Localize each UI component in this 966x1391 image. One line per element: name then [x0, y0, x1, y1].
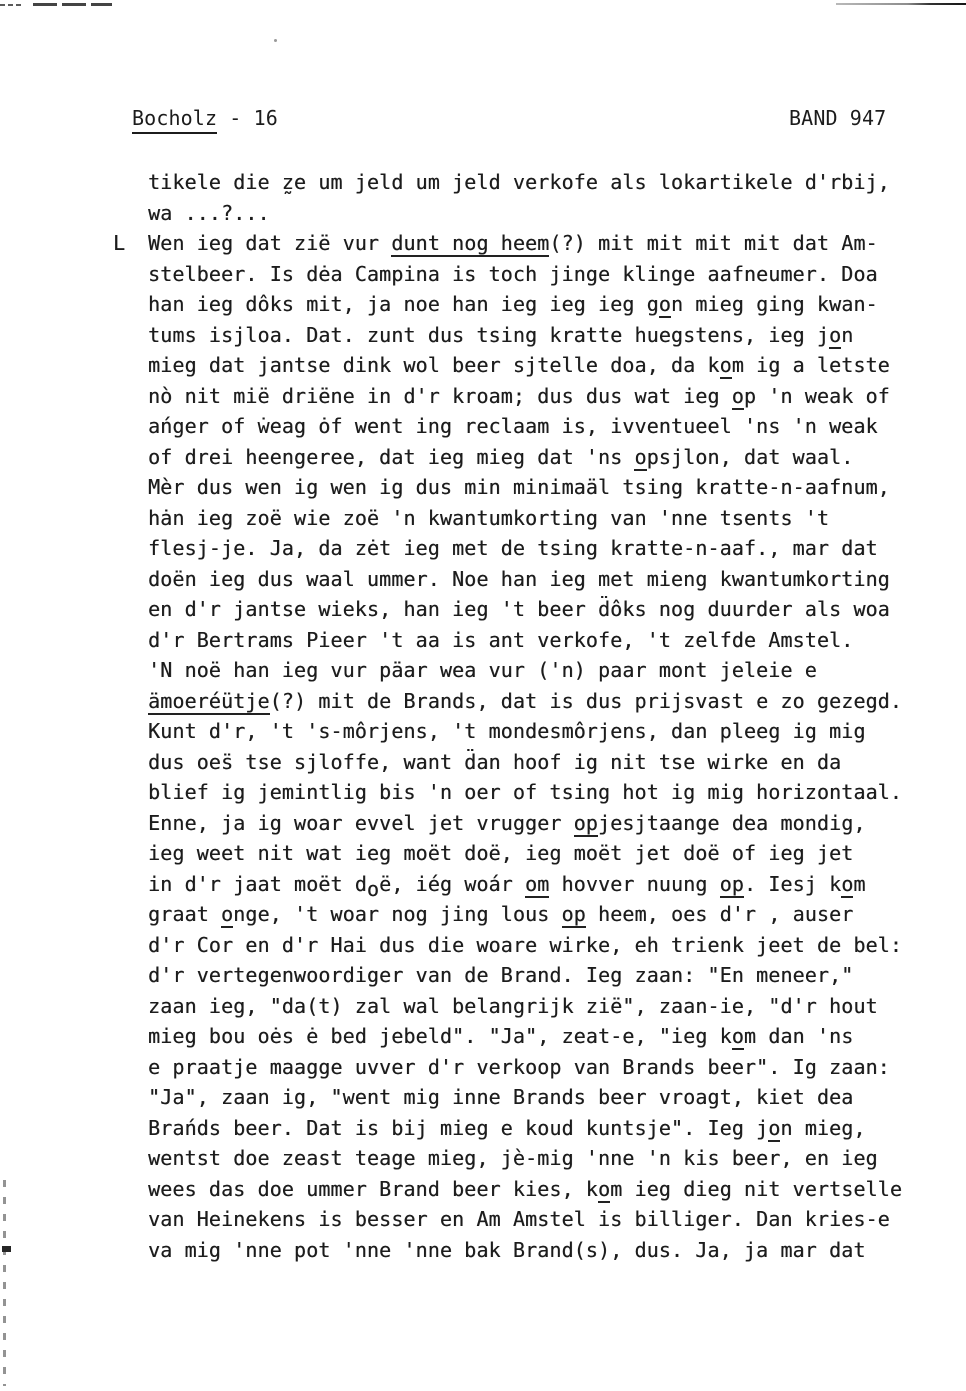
- transcript-line: [148, 960, 928, 991]
- text-segment: nge, 't woar nog jing lous: [233, 902, 562, 926]
- text-segment: m ig a letste: [731, 353, 890, 377]
- transcript-line: [148, 930, 928, 961]
- transcript-line: [148, 991, 928, 1022]
- transcript-line: [148, 167, 928, 198]
- text-segment: en d'r jantse wieks, han ieg 't beer d̈ôks nog duurder als woa: [148, 597, 890, 621]
- text-segment: stelbeer. Is dėa Campina is toch jinge klinge aafneumer. Doa: [148, 261, 878, 286]
- transcript-line: [148, 1235, 928, 1266]
- text-segment: wees das doe ummer Brand beer kies, k: [148, 1176, 598, 1201]
- text-segment: Wen ieg dat zië vur: [148, 231, 392, 255]
- text-segment: ieg weet nit wat ieg moët doë, ieg moët jet doë of ieg jet: [148, 841, 854, 865]
- transcript-line: [148, 869, 928, 900]
- underlined-text: o: [829, 322, 842, 347]
- text-segment: in d'r jaat moët d: [148, 871, 367, 896]
- text-segment: d'r Bertrams Pieer 't aa is ant verkofe, 't zelfde Amstel.: [148, 627, 854, 652]
- text-segment: Brańds beer. Dat is bij mieg e koud kuntsje". Ieg j: [148, 1115, 769, 1140]
- text-segment: wentst doe zeast teage mieg, jè-mig 'nne 'n kis beer, en ieg: [148, 1146, 878, 1170]
- text-segment: o: [366, 876, 380, 901]
- text-segment: m dan 'ns: [743, 1024, 854, 1048]
- transcript-line: [148, 259, 928, 290]
- text-segment: tikele die z̰e um jeld um jeld verkofe als lokartikele d'rbij,: [148, 170, 890, 194]
- text-segment: e praatje maagge uvver d'r verkoop van Brands beer". Ig zaan:: [148, 1054, 890, 1079]
- transcript-line: [113, 228, 928, 259]
- text-segment: nò nit mië driëne in d'r kroam; dus dus wat ieg: [148, 383, 732, 408]
- transcript-line: [148, 1174, 928, 1205]
- text-segment: doën ieg dus waal ummer. Noe han ieg met mieng kwantumkorting: [148, 566, 890, 591]
- text-segment: hȧn ieg zoë wie zoë 'n kwantumkorting van 'nne tsents 't: [148, 505, 830, 530]
- underlined-text: dunt nog heem: [391, 231, 550, 255]
- text-segment: (?) mit mit mit mit dat Am-: [549, 231, 878, 255]
- text-segment: zaan ieg, "da(t) zal wal belangrijk zië", zaan-ie, "d'r hout: [148, 993, 878, 1018]
- text-segment: of drei heengeree, dat ieg mieg dat 'ns: [148, 444, 635, 469]
- underlined-text: o: [597, 1176, 611, 1201]
- text-segment: mieg dat jantse dink wol beer sjtelle doa, da k: [148, 353, 720, 377]
- scan-artifact-dashes-top-left: [0, 4, 24, 6]
- text-segment: 'N noë han ieg vur päar wea vur ('n) paar mont jeleie e: [148, 658, 817, 682]
- transcript-line: [148, 503, 928, 534]
- text-segment: d'r vertegenwoordiger van de Brand. Ieg zaan: "En meneer,": [148, 963, 854, 987]
- underlined-text: op: [573, 810, 598, 835]
- scan-artifact-line-top-right: [836, 3, 966, 5]
- underlined-text: o: [731, 383, 744, 408]
- transcript-line: [148, 808, 928, 839]
- scan-artifact-left-edge-dashes: [3, 1180, 6, 1386]
- transcript-line: [148, 1021, 928, 1052]
- text-segment: graat: [148, 902, 221, 926]
- text-segment: d'r Cor en d'r Hai dus die woare wirke, eh trienk jeet de bel:: [148, 932, 902, 957]
- transcript-body: [113, 167, 928, 1265]
- text-segment: p 'n weak of: [743, 383, 890, 408]
- underlined-text: o: [220, 902, 234, 926]
- underlined-text: o: [634, 444, 647, 469]
- text-segment: m ieg dieg nit vertselle: [610, 1176, 903, 1201]
- text-segment: mieg bou oės ė bed jebeld". "Ja", zeat-e, "ieg k: [148, 1024, 732, 1048]
- transcript-line: [148, 594, 928, 625]
- transcript-line: [148, 320, 928, 351]
- underlined-text: op: [561, 902, 586, 926]
- text-segment: (?) mit de Brands, dat is dus prijsvast e zo gezegd.: [269, 688, 902, 713]
- text-segment: flesj-je. Ja, da zėt ieg met de tsing kratte-n-aaf., mar dat: [148, 536, 878, 560]
- transcript-line: [148, 442, 928, 473]
- underlined-text: o: [841, 871, 854, 896]
- scan-artifact-left-edge-blob: [2, 1246, 11, 1252]
- text-segment: ańger of ẇeag ȯf went ing reclaam is, ivventueel 'ns 'n weak: [148, 414, 878, 438]
- transcript-line: [148, 716, 928, 747]
- text-segment: tums isjloa. Dat. zunt dus tsing kratte huegstens, ieg j: [148, 322, 830, 347]
- underlined-text: o: [719, 353, 732, 377]
- text-segment: dus oes̈ tse sjloffe, want d̈an hoof ig nit tse wirke en da: [148, 749, 842, 774]
- underlined-text: o: [768, 1115, 781, 1140]
- transcript-line: [148, 411, 928, 442]
- transcript-line: [148, 472, 928, 503]
- text-segment: m: [853, 871, 866, 896]
- text-segment: "Ja", zaan ig, "went mig inne Brands beer vroagt, kiet dea: [148, 1085, 854, 1109]
- text-segment: . Iesj k: [743, 871, 842, 896]
- transcript-line: [148, 747, 928, 778]
- transcript-line: [148, 1113, 928, 1144]
- transcript-line: [148, 350, 928, 381]
- text-segment: Mèr dus wen ig wen ig dus min minimaäl tsing kratte-n-aafnum,: [148, 475, 890, 499]
- text-segment: Kunt d'r, 't 's-môrjens, 't mondesmôrjens, dan pleeg ig mig: [148, 719, 866, 743]
- transcript-line: [148, 381, 928, 412]
- transcript-line: [148, 838, 928, 869]
- scan-artifact-dashes-top-left-long: [33, 3, 112, 6]
- transcript-line: [148, 1052, 928, 1083]
- transcript-line: [148, 289, 928, 320]
- transcript-line: [148, 1082, 928, 1113]
- transcript-line: [148, 1204, 928, 1235]
- text-segment: n mieg,: [780, 1115, 866, 1140]
- text-segment: hovver nuung: [549, 871, 720, 896]
- transcript-line: [148, 777, 928, 808]
- transcript-line: [148, 533, 928, 564]
- text-segment: blief ig jemintlig bis 'n oer of tsing hot ig mig horizontaal.: [148, 780, 902, 804]
- transcript-line: [148, 655, 928, 686]
- text-segment: wa ...?...: [148, 200, 270, 225]
- page-heading-number: - 16: [217, 106, 278, 130]
- text-segment: jesjtaange dea mondig,: [597, 810, 866, 835]
- transcript-line: [148, 899, 928, 930]
- text-segment: psjlon, dat waal.: [646, 444, 854, 469]
- underlined-text: o: [658, 292, 671, 316]
- page-heading-location: Bocholz: [132, 106, 217, 134]
- text-segment: n mieg ging kwan-: [670, 292, 878, 316]
- underlined-text: op: [719, 871, 744, 896]
- text-segment: ë, iég woár: [379, 871, 526, 896]
- transcript-line: [148, 198, 928, 229]
- underlined-text: ämoeréütje: [148, 688, 270, 713]
- speaker-label: L: [113, 231, 126, 255]
- text-segment: van Heinekens is besser en Am Amstel is billiger. Dan kries-e: [148, 1207, 890, 1231]
- transcript-line: [148, 625, 928, 656]
- text-segment: han ieg dôks mit, ja noe han ieg ieg ieg g: [148, 292, 659, 316]
- underlined-text: o: [731, 1024, 744, 1048]
- scan-artifact-speck: [274, 39, 277, 42]
- text-segment: heem, oes d'r , auser: [585, 902, 854, 926]
- transcript-line: [148, 686, 928, 717]
- transcript-line: [148, 1143, 928, 1174]
- text-segment: Enne, ja ig woar evvel jet vrugger: [148, 810, 574, 835]
- transcript-line: [148, 564, 928, 595]
- underlined-text: om: [525, 871, 550, 896]
- text-segment: n: [841, 322, 854, 347]
- page-heading: [132, 106, 278, 130]
- text-segment: va mig 'nne pot 'nne 'nne bak Brand(s), dus. Ja, ja mar dat: [148, 1237, 866, 1262]
- band-number: BAND 947: [789, 106, 887, 130]
